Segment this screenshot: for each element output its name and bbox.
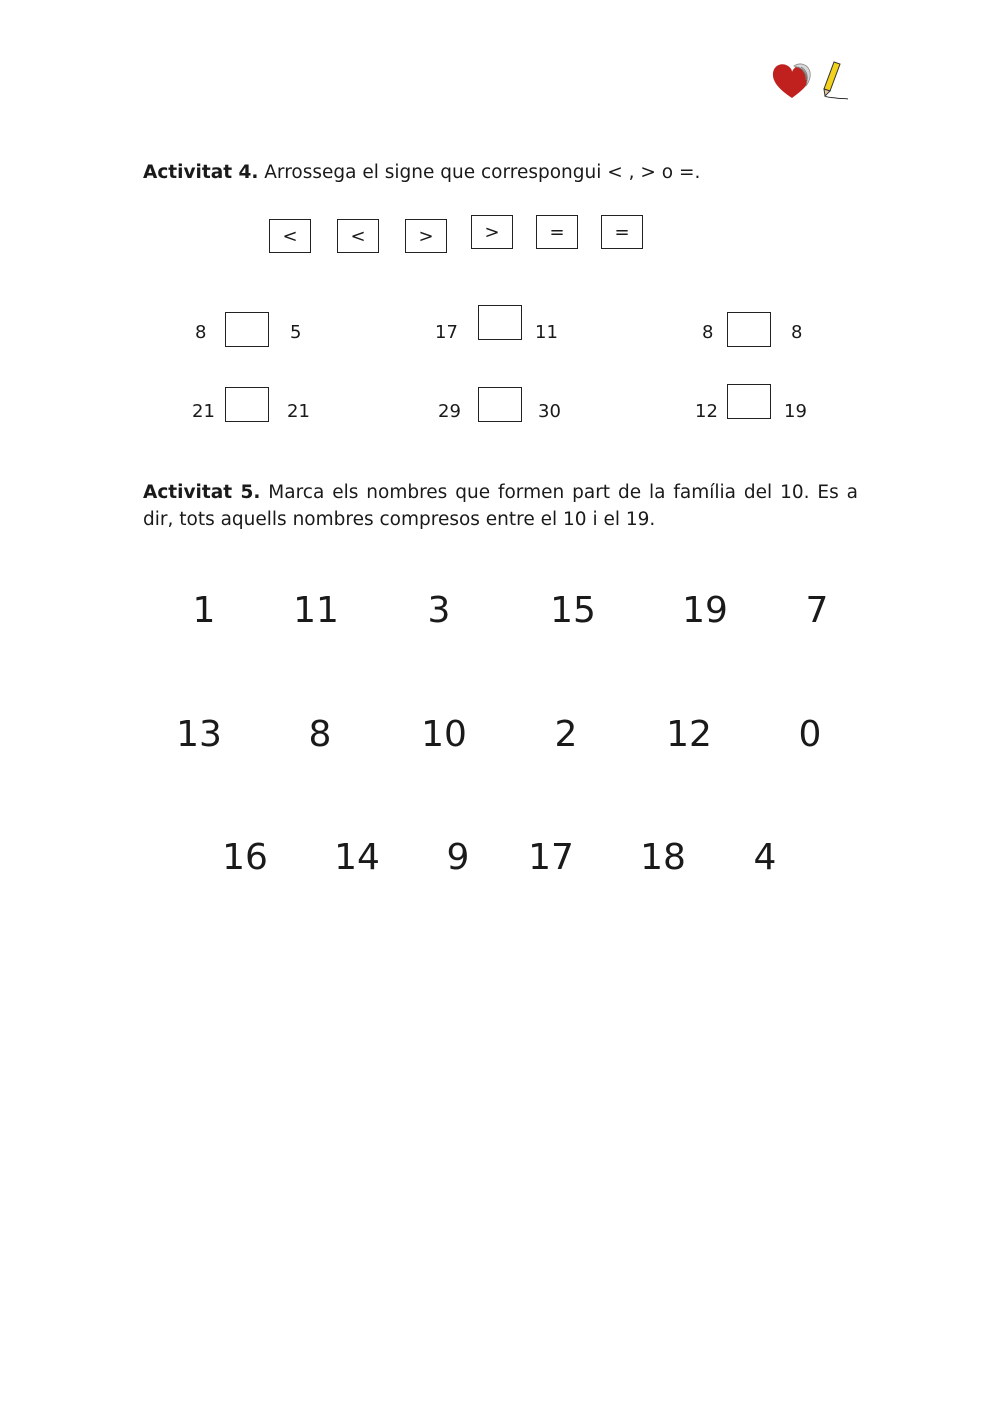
number-choice[interactable]: 17: [528, 837, 574, 878]
sign-tile[interactable]: =: [536, 215, 578, 249]
activity4-text: Arrossega el signe que correspongui < , > o =.: [258, 162, 701, 183]
comparison-left-number: 8: [702, 322, 714, 343]
comparison-drop-box[interactable]: [478, 305, 522, 340]
comparison-drop-box[interactable]: [225, 312, 269, 347]
number-choice[interactable]: 15: [550, 590, 596, 631]
sign-tile[interactable]: <: [269, 219, 311, 253]
number-choice[interactable]: 12: [666, 714, 712, 755]
comparison-right-number: 11: [535, 322, 558, 343]
heart-pencil-logo-icon: [770, 58, 856, 104]
activity5-title: Activitat 5.: [143, 482, 261, 503]
sign-tile[interactable]: >: [471, 215, 513, 249]
number-choice[interactable]: 11: [293, 590, 339, 631]
number-choice[interactable]: 2: [554, 714, 578, 755]
comparison-drop-box[interactable]: [478, 387, 522, 422]
comparison-drop-box[interactable]: [727, 384, 771, 419]
comparison-left-number: 12: [695, 401, 718, 422]
comparison-right-number: 30: [538, 401, 561, 422]
number-choice[interactable]: 0: [798, 714, 822, 755]
number-choice[interactable]: 19: [682, 590, 728, 631]
comparison-drop-box[interactable]: [225, 387, 269, 422]
activity5-text: Marca els nombres que formen part de la família del 10. Es a dir, tots aquells nombres compresos entre el 10 i el 19.: [143, 482, 858, 530]
number-choice[interactable]: 13: [176, 714, 222, 755]
number-choice[interactable]: 10: [421, 714, 467, 755]
number-choice[interactable]: 16: [222, 837, 268, 878]
comparison-right-number: 5: [290, 322, 302, 343]
comparison-left-number: 17: [435, 322, 458, 343]
comparison-right-number: 8: [791, 322, 803, 343]
activity4-title: Activitat 4.: [143, 162, 259, 183]
comparison-left-number: 21: [192, 401, 215, 422]
number-choice[interactable]: 7: [805, 590, 829, 631]
number-choice[interactable]: 8: [308, 714, 332, 755]
sign-tile[interactable]: >: [405, 219, 447, 253]
number-choice[interactable]: 14: [334, 837, 380, 878]
activity5-instruction: [143, 479, 858, 533]
sign-tile[interactable]: <: [337, 219, 379, 253]
number-choice[interactable]: 1: [192, 590, 216, 631]
activity4-instruction: [143, 159, 858, 186]
number-choice[interactable]: 4: [753, 837, 777, 878]
comparison-right-number: 19: [784, 401, 807, 422]
comparison-drop-box[interactable]: [727, 312, 771, 347]
number-choice[interactable]: 9: [446, 837, 470, 878]
comparison-left-number: 29: [438, 401, 461, 422]
number-choice[interactable]: 18: [640, 837, 686, 878]
comparison-left-number: 8: [195, 322, 207, 343]
number-choice[interactable]: 3: [427, 590, 451, 631]
sign-tile[interactable]: =: [601, 215, 643, 249]
comparison-right-number: 21: [287, 401, 310, 422]
